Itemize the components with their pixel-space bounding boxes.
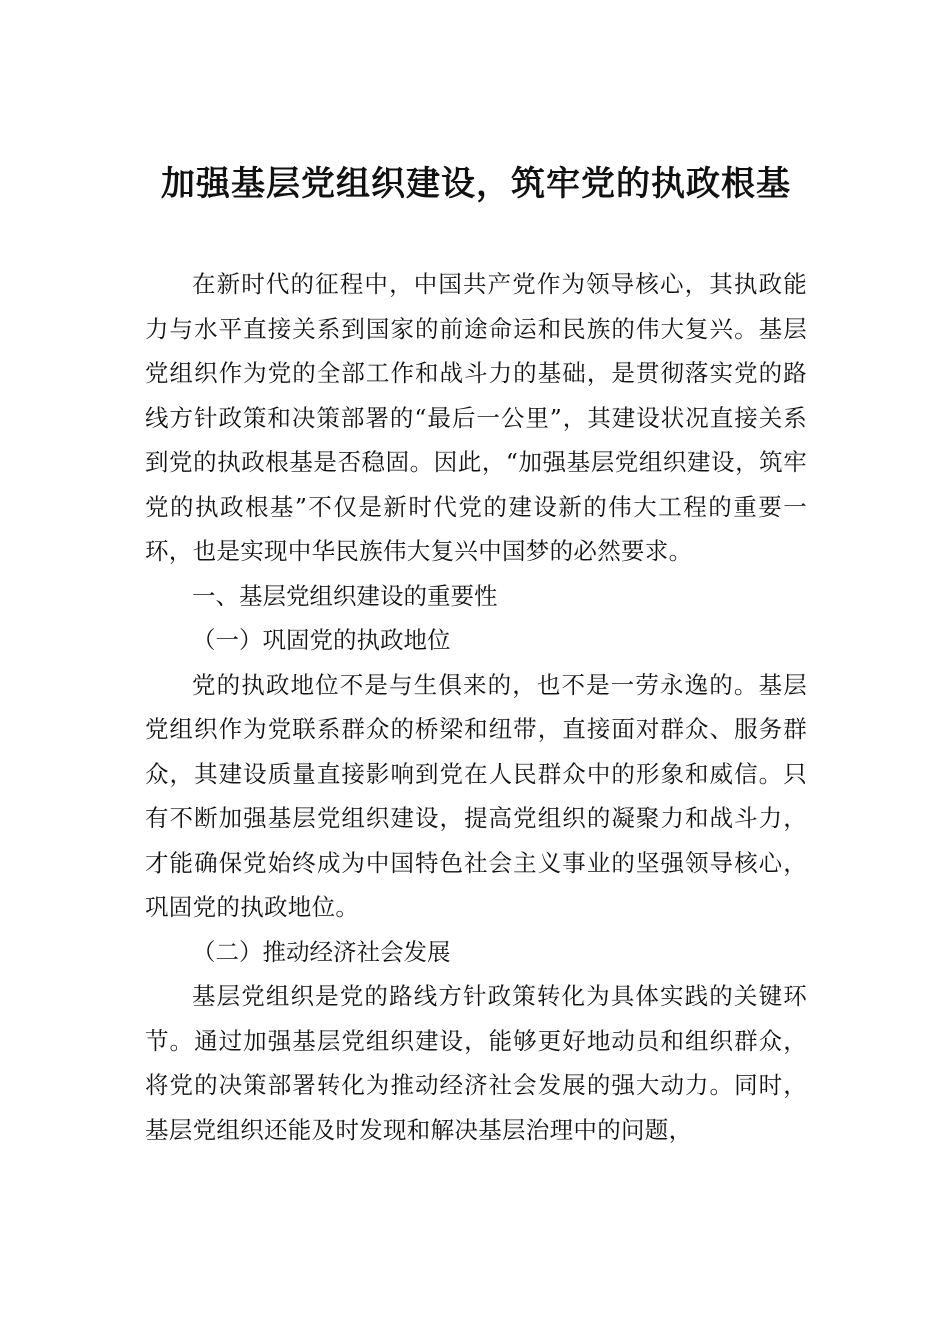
document-body: [145, 262, 807, 1152]
subsection-heading-1: （一）巩固党的执政地位: [192, 626, 451, 654]
body-paragraph-2: 基层党组织是党的路线方针政策转化为具体实践的关键环节。通过加强基层党组织建设，能够更好地动员和组织群众，将党的决策部署转化为推动经济社会发展的强大动力。同时，基层党组织还能及时发现和解决基层治理中的问题，: [145, 982, 807, 1144]
subsection-heading-2: （二）推动经济社会发展: [192, 937, 451, 966]
body-paragraph-1: 党的执政地位不是与生俱来的，也不是一劳永逸的。基层党组织作为党联系群众的桥梁和纽带，直接面对群众、服务群众，其建设质量直接影响到党在人民群众中的形象和威信。只有不断加强基层党组织建设，提高党组织的凝聚力和战斗力，才能确保党始终成为中国特色社会主义事业的坚强领导核心，巩固党的执政地位。: [145, 670, 807, 921]
document-title: 加强基层党组织建设，筑牢党的执政根基: [161, 164, 791, 204]
section-heading-1: 一、基层党组织建设的重要性: [192, 581, 498, 610]
intro-paragraph: 在新时代的征程中，中国共产党作为领导核心，其执政能力与水平直接关系到国家的前途命运和民族的伟大复兴。基层党组织作为党的全部工作和战斗力的基础，是贯彻落实党的路线方针政策和决策部署的“最后一公里”，其建设状况直接关系到党的执政根基是否稳固。因此，“加强基层党组织建设，筑牢党的执政根基”不仅是新时代党的建设新的伟大工程的重要一环，也是实现中华民族伟大复兴中国梦的必然要求。: [145, 270, 807, 565]
